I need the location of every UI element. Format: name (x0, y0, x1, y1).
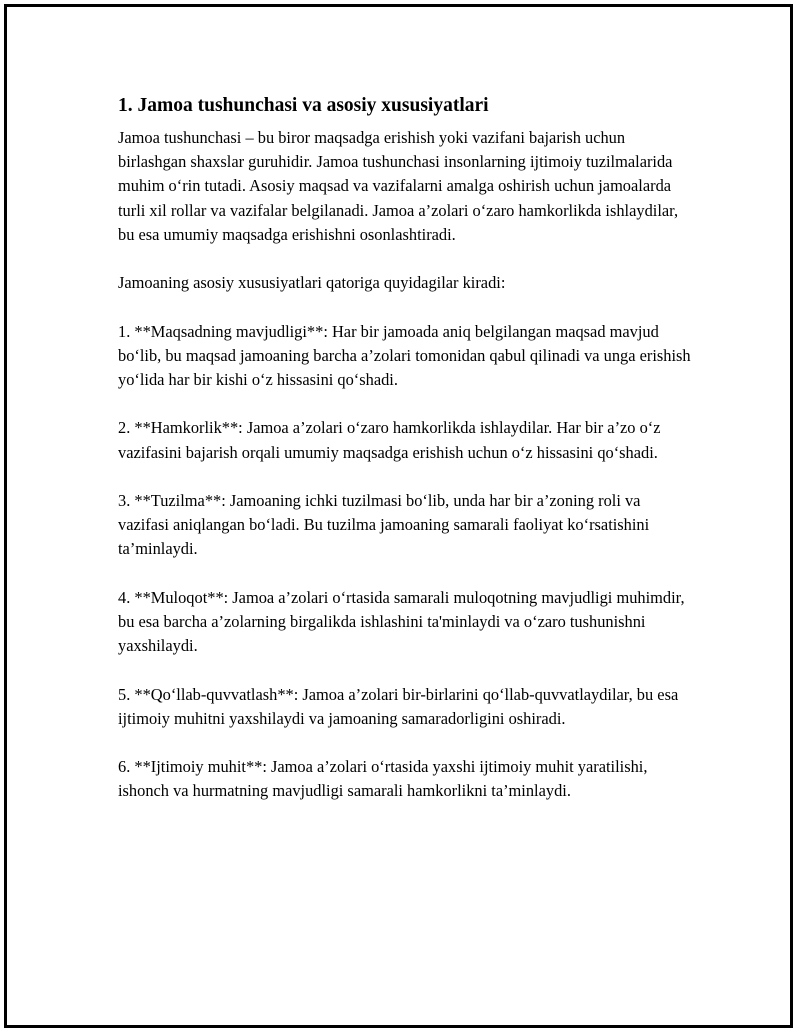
list-item-paragraph: 1. **Maqsadning mavjudligi**: Har bir jamoada aniq belgilangan maqsad mavjud bo‘lib, bu maqsad jamoaning barcha a’zolari tomonidan qabul qilinadi va unga erishish yo‘lida har bir kishi o‘z hissasini qo‘shadi. (118, 321, 691, 389)
list-item-paragraph: 2. **Hamkorlik**: Jamoa a’zolari o‘zaro hamkorlikda ishlaydilar. Har bir a’zo o‘z vazifasini bajarish orqali umumiy maqsadga erishish uchun o‘z hissasini qo‘shadi. (118, 418, 661, 462)
list-item-paragraph: 5. **Qo‘llab-quvvatlash**: Jamoa a’zolari bir-birlarini qo‘llab-quvvatlaydilar, bu esa ijtimoiy muhitni yaxshilaydi va jamoaning samaradorligini oshiradi. (118, 684, 679, 728)
list-item-paragraph: 3. **Tuzilma**: Jamoaning ichki tuzilmasi bo‘lib, unda har bir a’zoning roli va vazifasi aniqlangan bo‘ladi. Bu tuzilma jamoaning samarali faoliyat ko‘rsatishini ta’minlaydi. (118, 490, 650, 559)
intro-paragraph: Jamoa tushunchasi – bu biror maqsadga erishish yoki vazifani bajarish uchun birlashgan shaxslar guruhidir. Jamoa tushunchasi insonlarning ijtimoiy tuzilmalarida muhim o‘rin tutadi. Asosiy maqsad va vazifalarni amalga oshirish uchun jamoalarda turli xil rollar va vazifalar belgilanadi. Jamoa a’zolari o‘zaro hamkorlikda ishlaydilar, bu esa umumiy maqsadga erishishni osonlashtiradi. (118, 128, 679, 244)
document-body (118, 92, 693, 828)
section-heading: 1. Jamoa tushunchasi va asosiy xususiyatlari (118, 95, 489, 116)
list-item-paragraph: 4. **Muloqot**: Jamoa a’zolari o‘rtasida samarali muloqotning mavjudligi muhimdir, bu esa barcha a’zolarning birgalikda ishlashini ta'minlaydi va o‘zaro tushunishni yaxshilaydi. (118, 587, 685, 656)
list-lead-paragraph: Jamoaning asosiy xususiyatlari qatoriga quyidagilar kiradi: (118, 273, 506, 293)
list-item-paragraph: 6. **Ijtimoiy muhit**: Jamoa a’zolari o‘rtasida yaxshi ijtimoiy muhit yaratilishi, ishonch va hurmatning mavjudligi samarali hamkorlikni ta’minlaydi. (118, 757, 648, 801)
